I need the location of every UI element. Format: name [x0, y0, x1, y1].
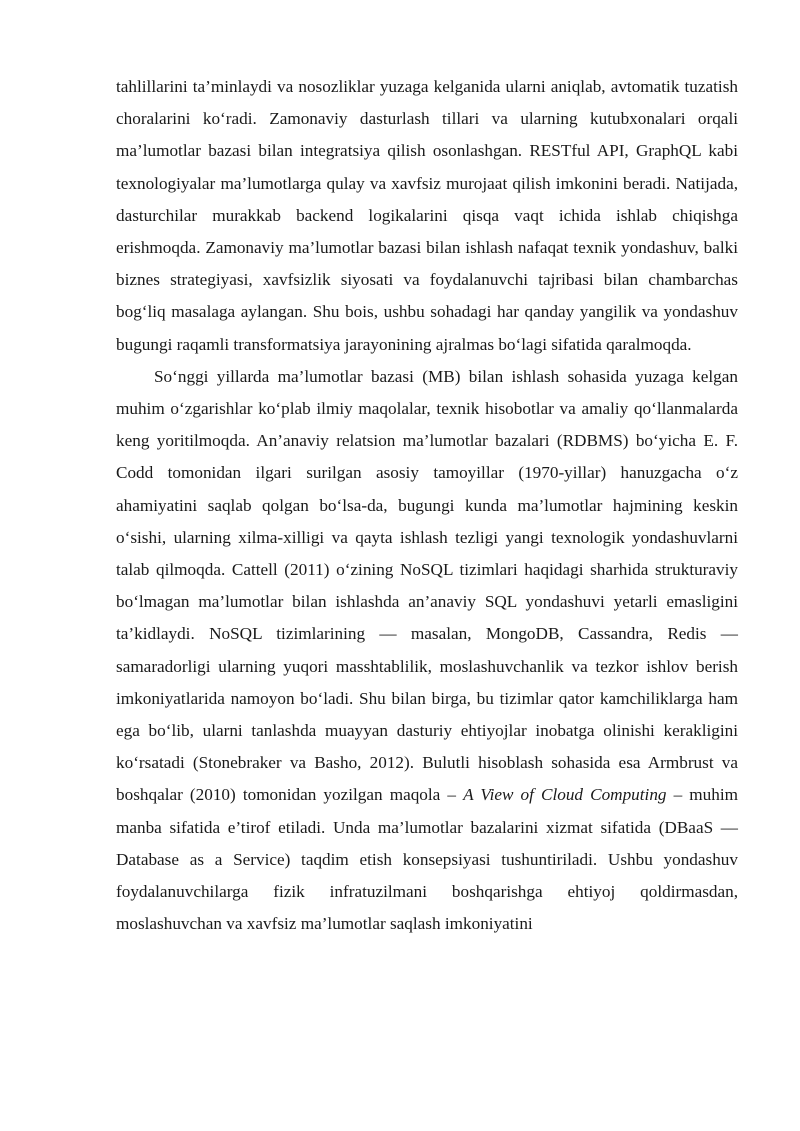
paragraph-literature-review	[116, 361, 738, 941]
paragraph-continuation: tahlillarini ta’minlaydi va nosozliklar yuzaga kelganida ularni aniqlab, avtomatik tuzatish choralarini ko‘radi. Zamonaviy dasturlash tillari va ularning kutubxonalari orqali ma’lumotlar bazasi bilan integratsiya qilish osonlashgan. RESTful API, GraphQL kabi texnologiyalar ma’lumotlarga qulay va xavfsiz murojaat qilish imkonini beradi. Natijada, dasturchilar murakkab backend logikalarini qisqa vaqt ichida ishlab chiqishga erishmoqda. Zamonaviy ma’lumotlar bazasi bilan ishlash nafaqat texnik yondashuv, balki biznes strategiyasi, xavfsizlik siyosati va foydalanuvchi tajribasi bilan chambarchas bog‘liq masalaga aylangan. Shu bois, ushbu sohadagi har qanday yangilik va yondashuv bugungi raqamli transformatsiya jarayonining ajralmas bo‘lagi sifatida qaralmoqda.	[116, 77, 738, 354]
cited-article-title: A View of Cloud Computing	[463, 785, 667, 805]
paragraph-text-part-a: So‘nggi yillarda ma’lumotlar bazasi (MB) bilan ishlash sohasida yuzaga kelgan muhim o‘zgarishlar ko‘plab ilmiy maqolalar, texnik hisobotlar va amaliy qo‘llanmalarda keng yoritilmoqda. An’anaviy relatsion ma’lumotlar bazalari (RDBMS) bo‘yicha E. F. Codd tomonidan ilgari surilgan asosiy tamoyillar (1970-yillar) hanuzgacha o‘z ahamiyatini saqlab qolgan bo‘lsa-da, bugungi kunda ma’lumotlar hajmining keskin o‘sishi, ularning xilma-xilligi va qayta ishlash tezligi yangi texnologik yondashuvlarni talab qilmoqda. Cattell (2011) o‘zining NoSQL tizimlari haqidagi sharhida strukturaviy bo‘lmagan ma’lumotlar bilan ishlashda an’anaviy SQL yondashuvi yetarli emasligini ta’kidlaydi. NoSQL tizimlarining — masalan, MongoDB, Cassandra, Redis — samaradorligi ularning yuqori masshtablilik, moslashuvchanlik va tezkor ishlov berish imkoniyatlarida namoyon bo‘ladi. Shu bilan birga, bu tizimlar qator kamchiliklarga ham ega bo‘lib, ularni tanlashda muayyan dasturiy ehtiyojlar inobatga olinishi kerakligini ko‘rsatadi (Stonebraker va Basho, 2012). Bulutli hisoblash sohasida esa Armbrust va boshqalar (2010) tomonidan yozilgan maqola –	[116, 366, 738, 805]
paragraph-text-part-b: – muhim manba sifatida e’tirof etiladi. Unda ma’lumotlar bazalarini xizmat sifatida (DBaaS — Database as a Service) taqdim etish konsepsiyasi tushuntiriladi. Ushbu yondashuv foydalanuvchilarga fizik infratuzilmani boshqarishga ehtiyoj qoldirmasdan, moslashuvchan va xavfsiz ma’lumotlar saqlash imkoniyatini	[116, 785, 738, 934]
body-text	[116, 71, 738, 940]
